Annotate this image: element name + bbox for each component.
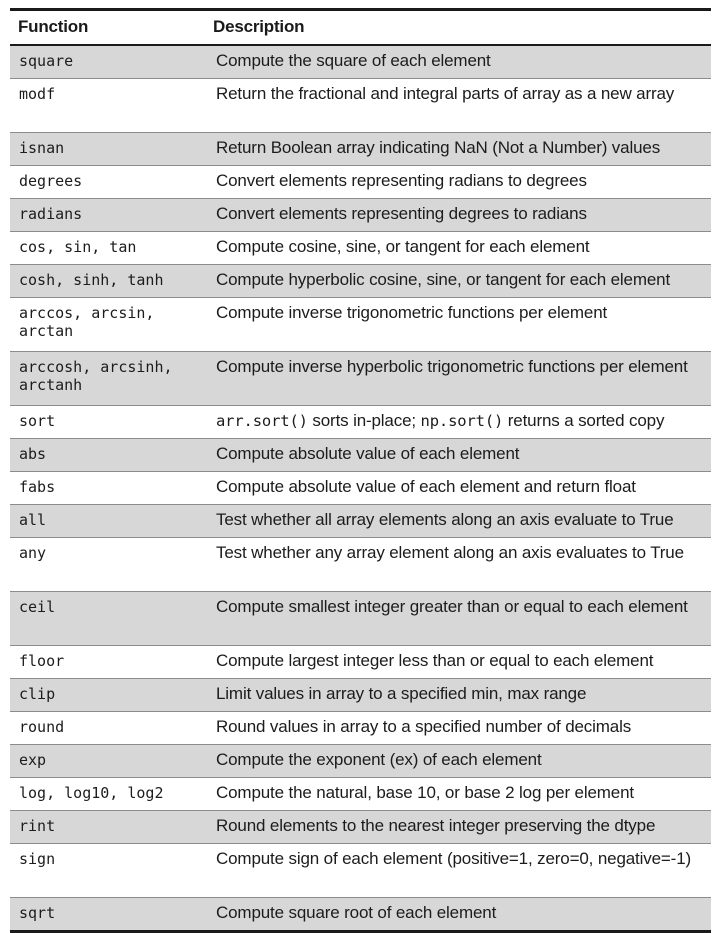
table-row [10,166,711,199]
description-cell: Limit values in array to a specified min, max range [205,679,711,712]
table-row [10,45,711,79]
table-row [10,712,711,745]
function-cell: floor [10,646,205,679]
numpy-functions-table [10,11,711,930]
description-cell: Compute absolute value of each element and return float [205,472,711,505]
description-cell: Compute absolute value of each element [205,439,711,472]
table-row [10,844,711,898]
function-cell: log, log10, log2 [10,778,205,811]
function-cell: abs [10,439,205,472]
table-row [10,679,711,712]
description-cell: Convert elements representing radians to degrees [205,166,711,199]
table-row [10,439,711,472]
description-cell: Compute largest integer less than or equal to each element [205,646,711,679]
description-cell: Compute the square of each element [205,45,711,79]
function-cell: cosh, sinh, tanh [10,265,205,298]
function-cell: clip [10,679,205,712]
table-row [10,778,711,811]
function-cell: radians [10,199,205,232]
table-body [10,45,711,930]
header-function: Function [10,11,205,45]
description-cell [205,406,711,439]
function-cell: cos, sin, tan [10,232,205,265]
table-row [10,898,711,931]
table-row [10,745,711,778]
function-cell: sign [10,844,205,898]
description-cell: Compute hyperbolic cosine, sine, or tangent for each element [205,265,711,298]
function-cell: rint [10,811,205,844]
table-row [10,265,711,298]
function-cell: fabs [10,472,205,505]
description-cell: Convert elements representing degrees to radians [205,199,711,232]
table-row [10,298,711,352]
function-cell: any [10,538,205,592]
function-cell: exp [10,745,205,778]
table-row [10,232,711,265]
table-row [10,133,711,166]
function-cell: round [10,712,205,745]
function-cell: isnan [10,133,205,166]
description-cell: Return the fractional and integral parts of array as a new array [205,79,711,133]
function-cell: arccos, arcsin, arctan [10,298,205,352]
description-cell: Compute the natural, base 10, or base 2 log per element [205,778,711,811]
table-row [10,811,711,844]
table-row [10,199,711,232]
function-cell: degrees [10,166,205,199]
description-cell: Test whether all array elements along an axis evaluate to True [205,505,711,538]
inline-text: sorts in-place; [307,411,421,430]
function-cell: sort [10,406,205,439]
function-cell: all [10,505,205,538]
table-row [10,538,711,592]
table-row [10,79,711,133]
table-row [10,352,711,406]
table-row [10,592,711,646]
description-cell: Compute inverse trigonometric functions per element [205,298,711,352]
description-cell: Test whether any array element along an axis evaluates to True [205,538,711,592]
header-row [10,11,711,45]
description-cell: Round values in array to a specified number of decimals [205,712,711,745]
description-cell: Compute sign of each element (positive=1, zero=0, negative=-1) [205,844,711,898]
function-cell: arccosh, arcsinh, arctanh [10,352,205,406]
description-cell: Compute inverse hyperbolic trigonometric functions per element [205,352,711,406]
function-cell: square [10,45,205,79]
function-cell: sqrt [10,898,205,931]
header-description: Description [205,11,711,45]
inline-code: arr.sort() [216,412,308,430]
description-cell: Round elements to the nearest integer preserving the dtype [205,811,711,844]
description-cell: Compute smallest integer greater than or equal to each element [205,592,711,646]
function-cell: modf [10,79,205,133]
description-cell: Return Boolean array indicating NaN (Not a Number) values [205,133,711,166]
description-cell: Compute cosine, sine, or tangent for each element [205,232,711,265]
inline-code: np.sort() [420,412,504,430]
description-cell: Compute square root of each element [205,898,711,931]
table-row [10,472,711,505]
table-row [10,505,711,538]
numpy-functions-table-container [10,8,711,933]
table-row [10,406,711,439]
table-header [10,11,711,45]
table-row [10,646,711,679]
function-cell: ceil [10,592,205,646]
description-cell: Compute the exponent (ex) of each element [205,745,711,778]
inline-text: returns a sorted copy [503,411,665,430]
